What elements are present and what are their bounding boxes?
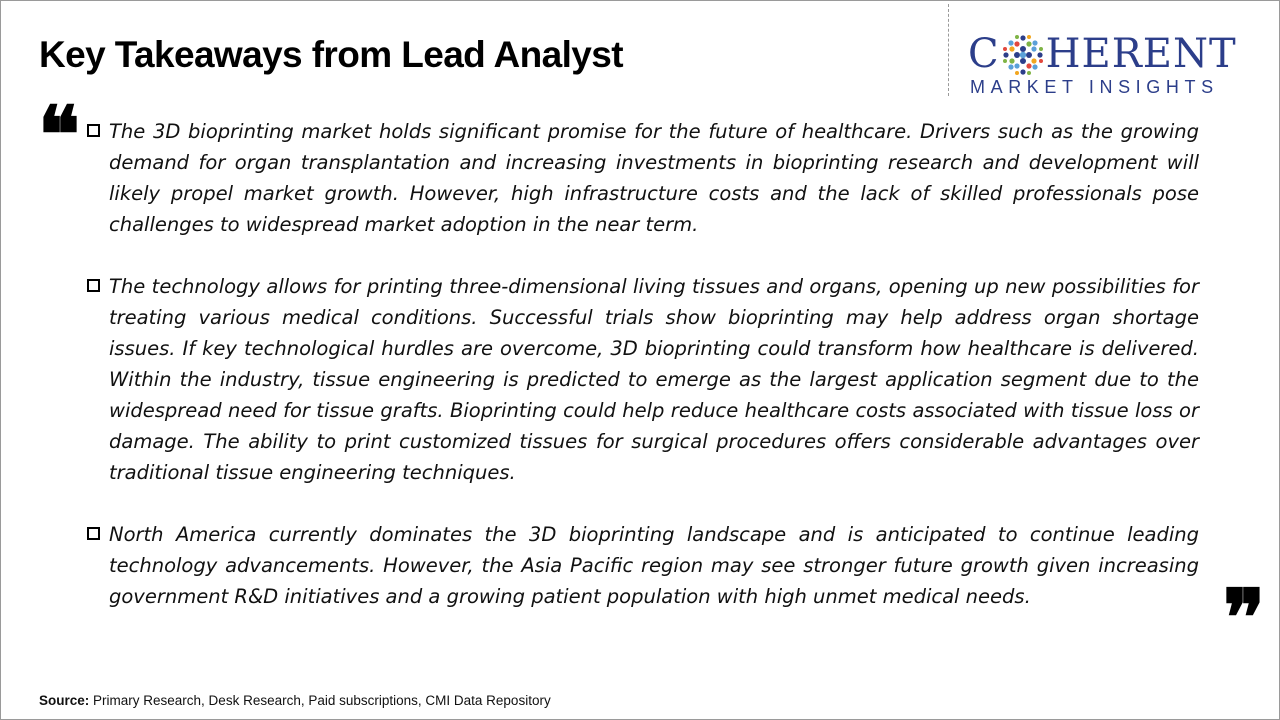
takeaway-item — [85, 116, 1199, 240]
page-title: Key Takeaways from Lead Analyst — [39, 34, 623, 75]
checkbox-icon — [87, 527, 100, 540]
source-note — [39, 693, 551, 708]
logo-subtitle: MARKET INSIGHTS — [970, 77, 1219, 97]
takeaways-list — [85, 116, 1199, 612]
checkbox-icon — [87, 279, 100, 292]
takeaway-text: The technology allows for printing three-dimensional living tissues and organs, opening up new possibilities for treating various medical conditions. Successful trials show bioprinting may help address organ shortage issues. If key technological hurdles are overcome, 3D bioprinting could transform how healthcare is delivered. Within the industry, tissue engineering is predicted to emerge as the largest application segment due to the widespread need for tissue grafts. Bioprinting could help reduce healthcare costs associated with tissue loss or damage. The ability to print customized tissues for surgical procedures offers considerable advantages over traditional tissue engineering techniques. — [109, 275, 1199, 484]
takeaway-item — [85, 519, 1199, 612]
takeaway-item — [85, 271, 1199, 488]
takeaway-text: North America currently dominates the 3D bioprinting landscape and is anticipated to continue leading technology advancements. However, the Asia Pacific region may see stronger future growth given increasing government R&D initiatives and a growing patient population with high unmet medical needs. — [109, 523, 1199, 608]
logo-letter-c: C — [968, 31, 1000, 77]
logo-letters: HERENT — [1045, 31, 1237, 77]
source-label: Source: — [39, 693, 90, 708]
quote-close-icon: ❞ — [1223, 573, 1265, 664]
source-text: Primary Research, Desk Research, Paid subscriptions, CMI Data Repository — [93, 693, 551, 708]
quote-open-icon: ❝ — [38, 90, 80, 181]
logo-globe-icon — [1001, 33, 1045, 77]
logo-divider — [948, 4, 949, 96]
checkbox-icon — [87, 124, 100, 137]
company-logo — [968, 30, 1264, 100]
takeaway-text: The 3D bioprinting market holds significant promise for the future of healthcare. Drivers such as the growing demand for organ transplantation and increasing investments in bioprinting research and development will likely propel market growth. However, high infrastructure costs and the lack of skilled professionals pose challenges to widespread market adoption in the near term. — [109, 120, 1199, 236]
logo-wordmark — [968, 30, 1237, 78]
